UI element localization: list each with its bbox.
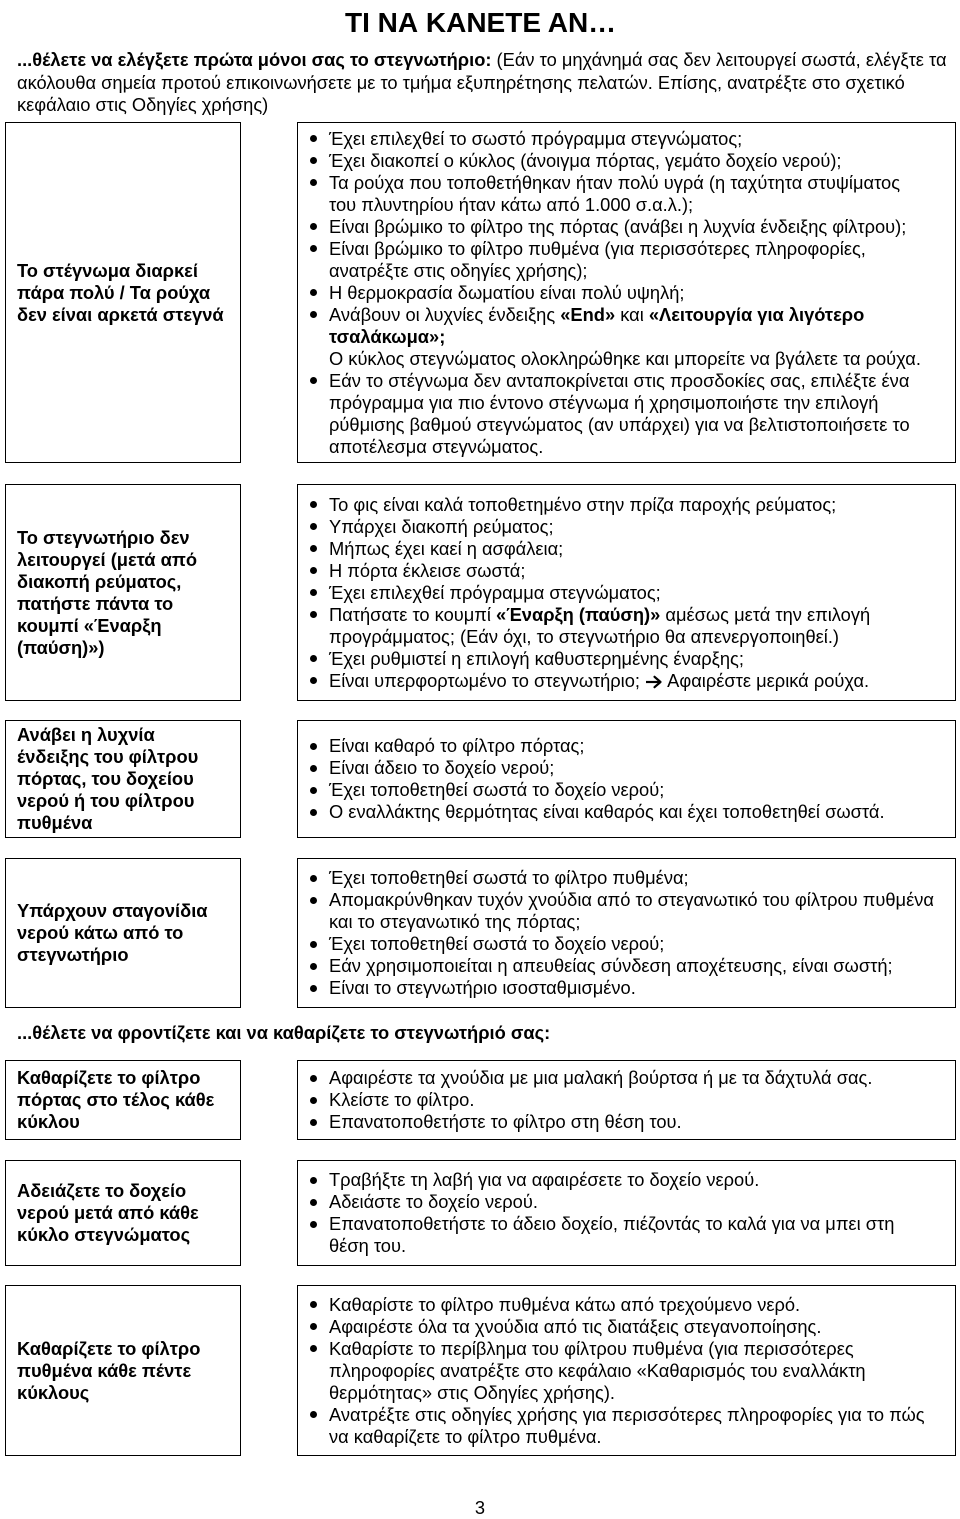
text-segment: Πατήσατε το κουμπί bbox=[329, 603, 497, 625]
item-line: Καθαρίστε το φίλτρο πυθμένα κάτω από τρεχούμενο νερό. bbox=[329, 1293, 801, 1315]
checklist-item bbox=[329, 172, 921, 216]
bullet-icon bbox=[310, 1221, 317, 1228]
care-heading: ...θέλετε να φροντίζετε και να καθαρίζετε το στεγνωτήριό σας: bbox=[17, 1022, 551, 1043]
bold-text: «Λειτουργία για λιγότερο bbox=[648, 303, 865, 325]
task-text bbox=[17, 1067, 214, 1133]
checklist-item bbox=[329, 1294, 925, 1316]
problem-row bbox=[0, 484, 960, 701]
cell-line: νερού κάτω από το bbox=[17, 922, 184, 943]
checklist-item bbox=[329, 801, 885, 823]
item-line: του πλυντηρίου ήταν κάτω από 1.000 σ.α.λ.); bbox=[329, 193, 694, 215]
checklist-item bbox=[329, 1111, 872, 1133]
steps-cell bbox=[297, 1160, 956, 1266]
checklist-item bbox=[329, 1316, 925, 1338]
cell-line: Αδειάζετε το δοχείο bbox=[17, 1180, 187, 1201]
task-cell bbox=[5, 1285, 241, 1456]
cell-line: Καθαρίζετε το φίλτρο bbox=[17, 1067, 201, 1088]
cell-line: πόρτας, του δοχείου bbox=[17, 768, 194, 789]
cell-line: (παύση)») bbox=[17, 636, 105, 658]
text-segment: (Εάν το μηχάνημά σας δεν λειτουργεί σωστά, ελέγξτε τα bbox=[491, 49, 947, 70]
problem-row bbox=[0, 122, 960, 463]
checklist-item bbox=[329, 516, 870, 538]
bullet-icon bbox=[310, 179, 317, 186]
task-cell bbox=[5, 1060, 241, 1140]
bullet-icon bbox=[310, 589, 317, 596]
bullet-icon bbox=[310, 941, 317, 948]
problem-cell bbox=[5, 720, 241, 838]
item-line: Έχει διακοπεί ο κύκλος (άνοιγμα πόρτας, γεμάτο δοχείο νερού); bbox=[329, 149, 842, 171]
item-line: και το στεγανωτικό της πόρτας; bbox=[329, 911, 581, 932]
text-segment: αμέσως μετά την επιλογή bbox=[660, 603, 871, 625]
cell-line: στεγνωτήριο bbox=[17, 944, 129, 965]
checklist-item bbox=[329, 1404, 925, 1448]
checklist-item bbox=[329, 779, 885, 801]
checklist-item bbox=[329, 538, 870, 560]
item-line: ανατρέξτε στις οδηγίες χρήσης); bbox=[329, 259, 588, 281]
item-line: Είναι βρώμικο το φίλτρο πυθμένα (για περισσότερες πληροφορίες, bbox=[329, 237, 866, 259]
checklist bbox=[329, 1169, 894, 1257]
problem-text bbox=[17, 527, 197, 659]
item-line: Έχει τοποθετηθεί σωστά το δοχείο νερού; bbox=[329, 933, 665, 954]
checklist-item bbox=[329, 494, 870, 516]
item-line: θερμότητας» στις Οδηγίες χρήσης). bbox=[329, 1381, 615, 1403]
item-line: Ο εναλλάκτης θερμότητας είναι καθαρός και έχει τοποθετηθεί σωστά. bbox=[329, 801, 885, 822]
item-line: Η θερμοκρασία δωματίου είναι πολύ υψηλή; bbox=[329, 281, 685, 303]
checklist-item bbox=[329, 889, 934, 933]
cell-line: πυθμένα κάθε πέντε bbox=[17, 1359, 192, 1381]
checklist-item bbox=[329, 150, 921, 172]
cell-line: πατήστε πάντα το bbox=[17, 592, 174, 614]
item-line: πληροφορίες ανατρέξτε στο κεφάλαιο «Καθαρισμός του εναλλάκτη bbox=[329, 1359, 866, 1381]
cell-line: πάρα πολύ / Τα ρούχα bbox=[17, 281, 211, 303]
item-line: Αφαιρέστε τα χνούδια με μια μαλακή βούρτσα ή με τα δάχτυλά σας. bbox=[329, 1067, 873, 1088]
item-line: Επανατοποθετήστε το άδειο δοχείο, πιέζοντάς το καλά για να μπει στη bbox=[329, 1213, 895, 1234]
cell-line: δεν είναι αρκετά στεγνά bbox=[17, 303, 224, 325]
problem-cell bbox=[5, 122, 241, 463]
bold-text: τσαλάκωμα»; bbox=[329, 325, 446, 347]
checklist bbox=[329, 735, 885, 823]
bullet-icon bbox=[310, 1199, 317, 1206]
bullet-icon bbox=[310, 523, 317, 530]
item-line bbox=[329, 326, 921, 348]
bullet-icon bbox=[310, 289, 317, 296]
page-number: 3 bbox=[474, 1497, 486, 1518]
bullet-icon bbox=[310, 1323, 317, 1330]
checklist bbox=[329, 1294, 925, 1448]
bold-text: ...θέλετε να ελέγξετε πρώτα μόνοι σας το στεγνωτήριο: bbox=[17, 49, 492, 70]
item-line: Η πόρτα έκλεισε σωστά; bbox=[329, 559, 526, 581]
item-line: Τραβήξτε τη λαβή για να αφαιρέσετε το δοχείο νερού. bbox=[329, 1169, 760, 1190]
bold-text: «Έναρξη (παύση)» bbox=[496, 603, 661, 625]
bullet-icon bbox=[310, 875, 317, 882]
checklist bbox=[329, 1067, 872, 1133]
item-line: Είναι άδειο το δοχείο νερού; bbox=[329, 757, 555, 778]
cell-line: κύκλου bbox=[17, 1111, 80, 1132]
bullet-icon bbox=[310, 897, 317, 904]
item-line: Εάν χρησιμοποιείται η απευθείας σύνδεση αποχέτευσης, είναι σωστή; bbox=[329, 955, 893, 976]
item-line bbox=[329, 304, 921, 326]
intro-paragraph bbox=[17, 49, 957, 117]
problem-text bbox=[17, 724, 198, 834]
item-line bbox=[329, 604, 870, 626]
bullet-icon bbox=[310, 963, 317, 970]
checklist-item bbox=[329, 216, 921, 238]
checklist-item bbox=[329, 977, 934, 999]
item-line: Ο κύκλος στεγνώματος ολοκληρώθηκε και μπορείτε να βγάλετε τα ρούχα. bbox=[329, 347, 921, 369]
item-line: Καθαρίστε το περίβλημα του φίλτρου πυθμένα (για περισσότερες bbox=[329, 1337, 854, 1359]
item-line: Τα ρούχα που τοποθετήθηκαν ήταν πολύ υγρά (η ταχύτητα στυψίματος bbox=[329, 171, 901, 193]
item-line: αποτέλεσμα στεγνώματος. bbox=[329, 435, 544, 457]
item-line: Εάν το στέγνωμα δεν ανταποκρίνεται στις προσδοκίες σας, επιλέξτε ένα bbox=[329, 369, 910, 391]
bullet-icon bbox=[310, 567, 317, 574]
problem-text bbox=[17, 260, 224, 326]
problem-text bbox=[17, 900, 208, 966]
page-title: ΤΙ ΝΑ ΚΑΝΕΤΕ ΑΝ… bbox=[345, 7, 617, 38]
item-line: Έχει τοποθετηθεί σωστά το φίλτρο πυθμένα; bbox=[329, 867, 689, 888]
intro-line bbox=[17, 49, 957, 72]
bullet-icon bbox=[310, 743, 317, 750]
item-line: Απομακρύνθηκαν τυχόν χνούδια από το στεγανωτικό του φίλτρου πυθμένα bbox=[329, 889, 934, 910]
cell-line: Υπάρχουν σταγονίδια bbox=[17, 900, 208, 921]
cell-line: κύκλο στεγνώματος bbox=[17, 1224, 191, 1245]
cell-line: κύκλους bbox=[17, 1381, 90, 1403]
bullet-icon bbox=[310, 787, 317, 794]
checklist-cell bbox=[297, 858, 956, 1008]
checklist-item bbox=[329, 735, 885, 757]
intro-line: ακόλουθα σημεία προτού επικοινωνήσετε με το τμήμα εξυπηρέτησης πελατών. Επίσης, ανατρέξτε στο σχετικό bbox=[17, 71, 905, 93]
item-line: Ανατρέξτε στις οδηγίες χρήσης για περισσότερες πληροφορίες για το πώς bbox=[329, 1403, 925, 1425]
checklist-item bbox=[329, 304, 921, 370]
problem-cell bbox=[5, 858, 241, 1008]
bullet-icon bbox=[310, 1075, 317, 1082]
problem-row bbox=[0, 720, 960, 838]
text-segment: και bbox=[615, 303, 649, 325]
cell-line: πυθμένα bbox=[17, 812, 93, 833]
bullet-icon bbox=[310, 311, 317, 318]
cell-line: ένδειξης του φίλτρου bbox=[17, 746, 199, 767]
checklist-item bbox=[329, 604, 870, 648]
item-line: Έχει επιλεχθεί το σωστό πρόγραμμα στεγνώματος; bbox=[329, 127, 743, 149]
item-line: Υπάρχει διακοπή ρεύματος; bbox=[329, 515, 554, 537]
checklist-item bbox=[329, 670, 870, 692]
item-line: Το φις είναι καλά τοποθετημένο στην πρίζα παροχής ρεύματος; bbox=[329, 493, 837, 515]
item-line: Είναι το στεγνωτήριο ισοσταθμισμένο. bbox=[329, 977, 636, 998]
checklist-item bbox=[329, 933, 934, 955]
cell-line: Το στέγνωμα διαρκεί bbox=[17, 259, 198, 281]
problem-cell bbox=[5, 484, 241, 701]
steps-cell bbox=[297, 1285, 956, 1456]
care-row bbox=[0, 1060, 960, 1140]
checklist-item bbox=[329, 238, 921, 282]
item-line: Έχει επιλεχθεί πρόγραμμα στεγνώματος; bbox=[329, 581, 661, 603]
checklist-item bbox=[329, 1067, 872, 1089]
item-line: Επανατοποθετήστε το φίλτρο στη θέση του. bbox=[329, 1111, 682, 1132]
checklist-item bbox=[329, 1338, 925, 1404]
checklist-item bbox=[329, 560, 870, 582]
bullet-icon bbox=[310, 1177, 317, 1184]
care-row bbox=[0, 1160, 960, 1266]
task-cell bbox=[5, 1160, 241, 1266]
checklist-item bbox=[329, 128, 921, 150]
bullet-icon bbox=[310, 377, 317, 384]
bullet-icon bbox=[310, 611, 317, 618]
care-row bbox=[0, 1285, 960, 1456]
cell-line: Το στεγνωτήριο δεν bbox=[17, 526, 190, 548]
bullet-icon bbox=[310, 135, 317, 142]
bullet-icon bbox=[310, 985, 317, 992]
item-line: Είναι βρώμικο το φίλτρο της πόρτας (ανάβει η λυχνία ένδειξης φίλτρου); bbox=[329, 215, 907, 237]
bullet-icon bbox=[310, 545, 317, 552]
item-line: θέση του. bbox=[329, 1235, 407, 1256]
checklist bbox=[329, 867, 934, 999]
bullet-icon bbox=[310, 655, 317, 662]
checklist-cell bbox=[297, 720, 956, 838]
problem-row bbox=[0, 858, 960, 1008]
item-line: Είναι καθαρό το φίλτρο πόρτας; bbox=[329, 735, 585, 756]
bullet-icon bbox=[310, 245, 317, 252]
bullet-icon bbox=[310, 677, 317, 684]
arrow-right-icon bbox=[645, 675, 663, 689]
task-text bbox=[17, 1338, 200, 1404]
cell-line: λειτουργεί (μετά από bbox=[17, 548, 198, 570]
cell-line: κουμπί «Έναρξη bbox=[17, 614, 162, 636]
checklist-item bbox=[329, 1191, 894, 1213]
checklist-item bbox=[329, 757, 885, 779]
cell-line: Ανάβει η λυχνία bbox=[17, 724, 155, 745]
checklist bbox=[329, 494, 870, 692]
checklist-item bbox=[329, 282, 921, 304]
checklist-item bbox=[329, 867, 934, 889]
checklist bbox=[329, 128, 921, 458]
checklist-item bbox=[329, 1089, 872, 1111]
task-text bbox=[17, 1180, 199, 1246]
checklist-cell bbox=[297, 122, 956, 463]
checklist-item bbox=[329, 1169, 894, 1191]
cell-line: νερού μετά από κάθε bbox=[17, 1202, 199, 1223]
bullet-icon bbox=[310, 809, 317, 816]
checklist-item bbox=[329, 370, 921, 458]
text-segment: Είναι υπερφορτωμένο το στεγνωτήριο; bbox=[329, 669, 646, 691]
cell-line: διακοπή ρεύματος, bbox=[17, 570, 182, 592]
cell-line: νερού ή του φίλτρου bbox=[17, 790, 195, 811]
bullet-icon bbox=[310, 1097, 317, 1104]
checklist-item bbox=[329, 955, 934, 977]
bullet-icon bbox=[310, 223, 317, 230]
item-line: να καθαρίζετε το φίλτρο πυθμένα. bbox=[329, 1425, 602, 1447]
bullet-icon bbox=[310, 1301, 317, 1308]
item-line: ρύθμισης βαθμού στεγνώματος (αν υπάρχει) για να βελτιστοποιήσετε το bbox=[329, 413, 910, 435]
item-line bbox=[329, 670, 870, 692]
checklist-item bbox=[329, 1213, 894, 1257]
cell-line: Καθαρίζετε το φίλτρο bbox=[17, 1337, 201, 1359]
bullet-icon bbox=[310, 1119, 317, 1126]
bullet-icon bbox=[310, 1411, 317, 1418]
text-segment: Ανάβουν οι λυχνίες ένδειξης bbox=[329, 303, 561, 325]
item-line: Κλείστε το φίλτρο. bbox=[329, 1089, 475, 1110]
item-line: Μήπως έχει καεί η ασφάλεια; bbox=[329, 537, 564, 559]
bullet-icon bbox=[310, 157, 317, 164]
checklist-cell bbox=[297, 484, 956, 701]
item-line: προγράμματος; (Εάν όχι, το στεγνωτήριο θα απενεργοποιηθεί.) bbox=[329, 625, 840, 647]
bullet-icon bbox=[310, 501, 317, 508]
bold-text: «End» bbox=[560, 303, 616, 325]
bullet-icon bbox=[310, 765, 317, 772]
checklist-item bbox=[329, 648, 870, 670]
steps-cell bbox=[297, 1060, 956, 1140]
item-line: Έχει ρυθμιστεί η επιλογή καθυστερημένης έναρξης; bbox=[329, 647, 744, 669]
cell-line: πόρτας στο τέλος κάθε bbox=[17, 1089, 215, 1110]
item-line: Αδειάστε το δοχείο νερού. bbox=[329, 1191, 538, 1212]
bullet-icon bbox=[310, 1345, 317, 1352]
text-segment: Αφαιρέστε μερικά ρούχα. bbox=[663, 669, 870, 691]
item-line: Έχει τοποθετηθεί σωστά το δοχείο νερού; bbox=[329, 779, 665, 800]
item-line: Αφαιρέστε όλα τα χνούδια από τις διατάξεις στεγανοποίησης. bbox=[329, 1315, 822, 1337]
checklist-item bbox=[329, 582, 870, 604]
item-line: πρόγραμμα για πιο έντονο στέγνωμα ή χρησιμοποιήστε την επιλογή bbox=[329, 391, 879, 413]
intro-line: κεφάλαιο στις Οδηγίες χρήσης) bbox=[17, 94, 269, 115]
